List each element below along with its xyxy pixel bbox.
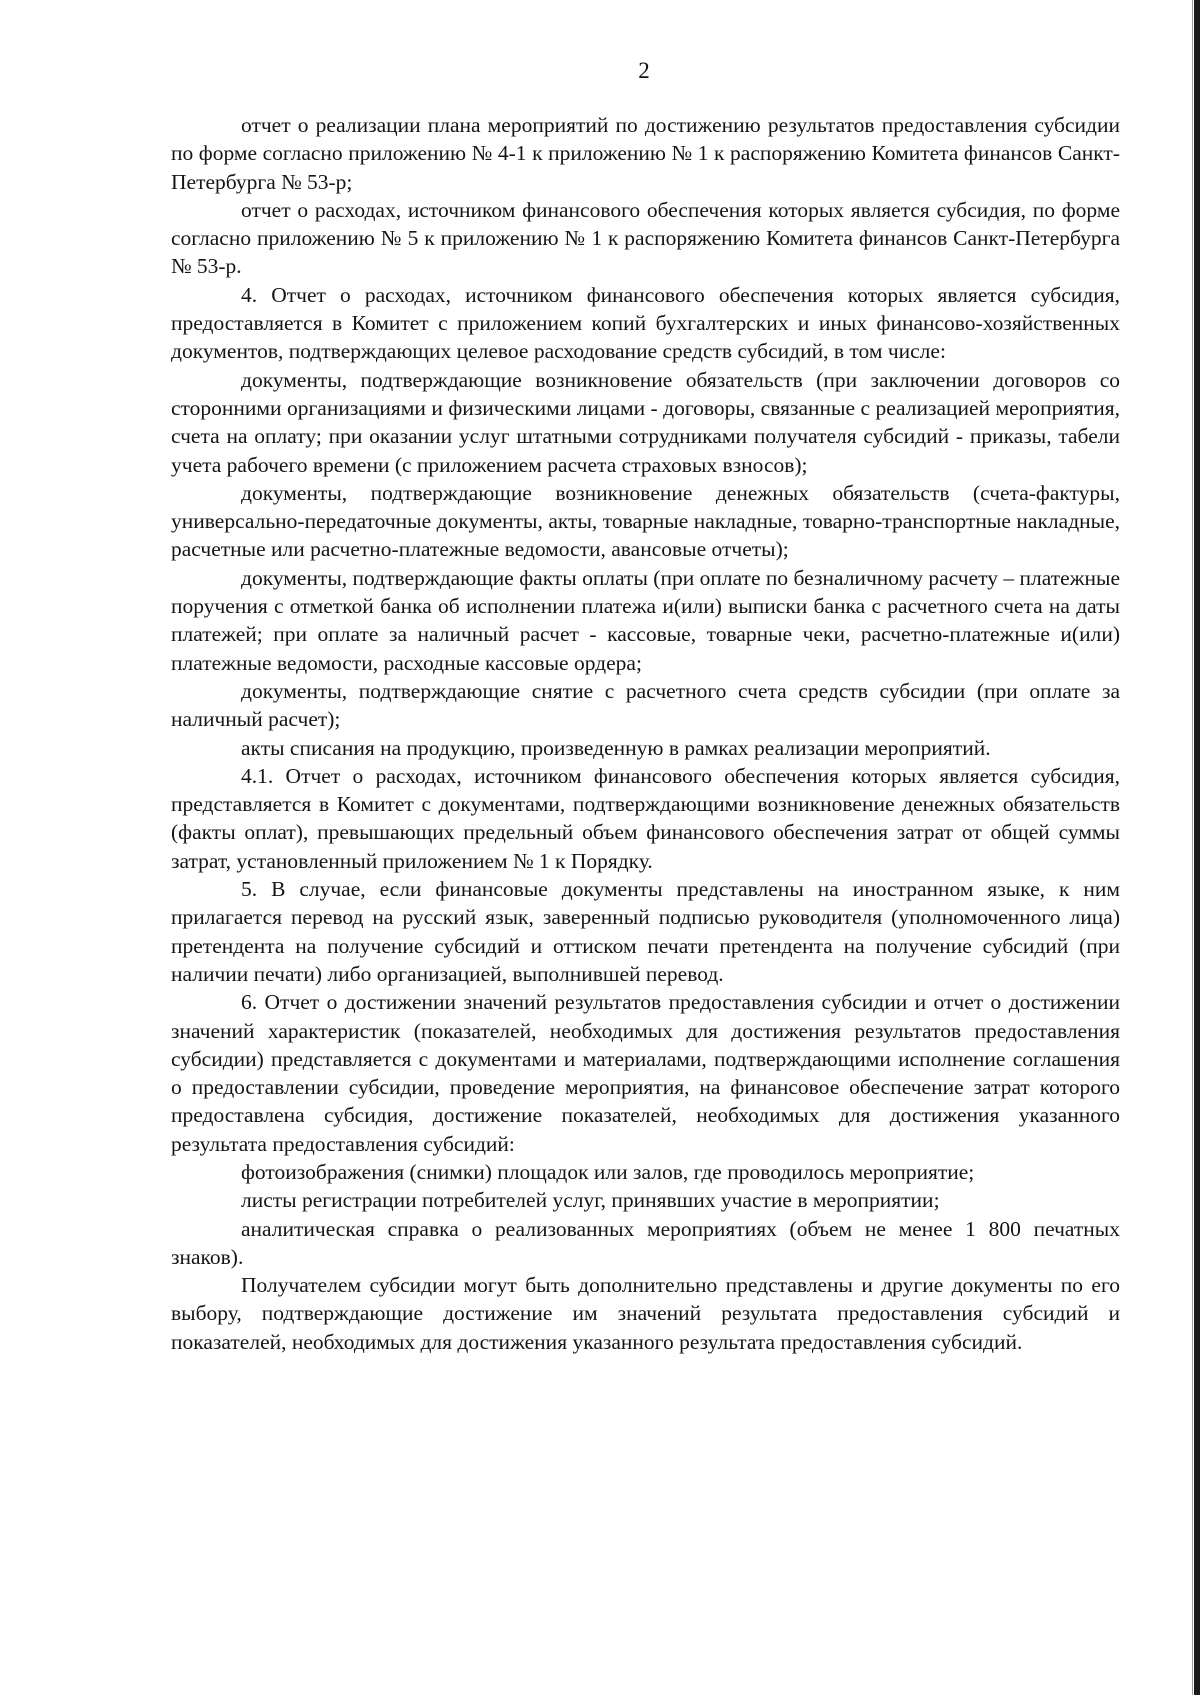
paragraph: акты списания на продукцию, произведенную в рамках реализации мероприятий. bbox=[241, 735, 991, 760]
paragraph: 4.1. Отчет о расходах, источником финансового обеспечения которых является субсидия, представляется в Комитет с документами, подтверждающими возникновение денежных обязательств (факты оплат), превышающих предельный объем финансового обеспечения затрат от общей суммы затрат, установленный приложением № 1 к Порядку. bbox=[171, 763, 1120, 873]
paragraph: 5. В случае, если финансовые документы представлены на иностранном языке, к ним прилагается перевод на русский язык, заверенный подписью руководителя (уполномоченного лица) претендента на получение субсидий и оттиском печати претендента на получение субсидий (при наличии печати) либо организацией, выполнившей перевод. bbox=[171, 877, 1120, 986]
paragraph: отчет о реализации плана мероприятий по достижению результатов предоставления субсидии по форме согласно приложению № 4-1 к приложению № 1 к распоряжению Комитета финансов Санкт-Петербурга № 53-р; bbox=[171, 113, 1120, 194]
paragraph: документы, подтверждающие снятие с расчетного счета средств субсидии (при оплате за наличный расчет); bbox=[171, 678, 1120, 732]
document-body bbox=[171, 111, 1120, 1356]
scan-edge-line bbox=[1192, 0, 1193, 1695]
paragraph: документы, подтверждающие возникновение обязательств (при заключении договоров со сторонними организациями и физическими лицами - договоры, связанные с реализацией мероприятия, счета на оплату; при оказании услуг штатными сотрудниками получателя субсидий - приказы, табели учета рабочего времени (с приложением расчета страховых взносов); bbox=[171, 367, 1120, 477]
paragraph: фотоизображения (снимки) площадок или залов, где проводилось мероприятие; bbox=[241, 1159, 975, 1184]
paragraph: документы, подтверждающие факты оплаты (при оплате по безналичному расчету – платежные поручения с отметкой банка об исполнении платежа и(или) выписки банка с расчетного счета на даты платежей; при оплате за наличный расчет - кассовые, товарные чеки, расчетно-платежные и(или) платежные ведомости, расходные кассовые ордера; bbox=[171, 565, 1120, 675]
paragraph: документы, подтверждающие возникновение денежных обязательств (счета-фактуры, универсально-передаточные документы, акты, товарные накладные, товарно-транспортные накладные, расчетные или расчетно-платежные ведомости, авансовые отчеты); bbox=[171, 480, 1120, 562]
paragraph: листы регистрации потребителей услуг, принявших участие в мероприятии; bbox=[241, 1188, 940, 1213]
scan-edge-shadow bbox=[1194, 0, 1200, 1695]
paragraph: Получателем субсидии могут быть дополнительно представлены и другие документы по его выбору, подтверждающие достижение им значений результата предоставления субсидий и показателей, необходимых для достижения указанного результата предоставления субсидий. bbox=[171, 1273, 1120, 1354]
paragraph: аналитическая справка о реализованных мероприятиях (объем не менее 1 800 печатных знаков). bbox=[171, 1216, 1120, 1269]
paragraph: 6. Отчет о достижении значений результатов предоставления субсидии и отчет о достижении значений характеристик (показателей, необходимых для достижения результатов предоставления субсидии) представляется с документами и материалами, подтверждающими исполнение соглашения о предоставлении субсидии, проведение мероприятия, на финансовое обеспечение затрат которого предоставлена субсидия, достижение показателей, необходимых для достижения указанного результата предоставления субсидий: bbox=[171, 990, 1120, 1156]
page-number: 2 bbox=[638, 58, 650, 83]
paragraph: 4. Отчет о расходах, источником финансового обеспечения которых является субсидия, предоставляется в Комитет с приложением копий бухгалтерских и иных финансово-хозяйственных документов, подтверждающих целевое расходование средств субсидий, в том числе: bbox=[171, 282, 1120, 364]
paragraph: отчет о расходах, источником финансового обеспечения которых является субсидия, по форме согласно приложению № 5 к приложению № 1 к распоряжению Комитета финансов Санкт-Петербурга № 53-р. bbox=[171, 197, 1120, 279]
